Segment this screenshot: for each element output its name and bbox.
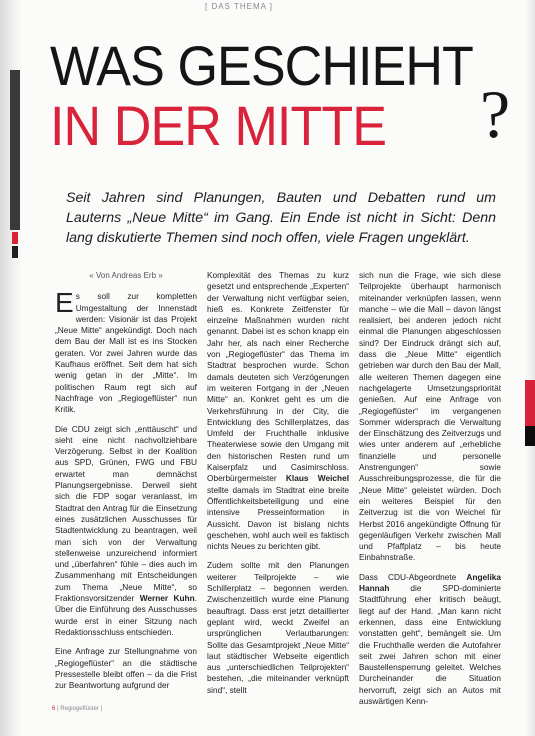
- paragraph: Eine Anfrage zur Stellungnahme von „Regiogeflüster“ an die städtische Pressestelle bleibt offen – da die Frist zur Beantwortung aufgrund der: [55, 646, 197, 691]
- article-column-2: [207, 270, 349, 704]
- paragraph: sich nun die Frage, wie sich diese Teilprojekte überhaupt harmonisch miteinander verknüpfen lassen, wenn manche – wie die Mall – davon längst realisiert, bei anderen jedoch nicht einmal die Planungen abgeschlossen sind? Der Eindruck drängt sich auf, dass die „Neue Mitte“ eigentlich getrieben war durch den Bau der Mall, alle weiteren Themen dagegen eine nachgelagerte Umsetzungspriorität genießen. Auf eine Anfrage von „Regiogeflüster“ im vergangenen Sommer widersprach die Verwaltung der Einschätzung des Zeitverzugs und wies unter anderem auf „erhebliche finanzielle und personelle Anstrengungen“ sowie Ausschreibungsprozesse, die für die „Neue Mitte“ geleistet würden. Doch ein weiteres Beispiel für den Zeitverzug ist die von Weichel für Herbst 2016 angekündigte Öffnung für gegenläufigen Verkehr zwischen Mall und Pfaffplatz – bis heute Einbahnstraße.: [359, 270, 501, 563]
- person-name: Angelika Hannah: [359, 571, 501, 594]
- headline-line-1: WAS GESCHIEHT: [50, 34, 473, 97]
- paragraph: Es soll zur kompletten Umgestaltung der Innenstadt werden: Visionär ist das Projekt „Neue Mitte“ angekündigt. Doch nach dem Bau der Mall ist es ins Stocken geraten. Vor zwei Jahren wurde das Kaufhaus eröffnet. Seit dem hat sich wenig getan in der „Mitte“. Im politischen Raum regt sich auf Nachfrage von „Regiogeflüster“ nun Kritik.: [55, 287, 197, 415]
- paragraph: Zudem sollte mit den Planungen weiterer Teilprojekte – wie Schillerplatz – begonnen werden. Zwischenzeitlich wurde eine Planung beauftragt. Dass erst jetzt detaillierter geplant wird, weckt Zweifel an ursprünglichen Verlautbarungen: Sollte das Gesamtprojekt „Neue Mitte“ laut städtischer Webseite eigentlich aus „unterschiedlichen Teilprojekten“ bestehen, „die miteinander verknüpft sind“, stellt: [207, 560, 349, 695]
- right-edge-shadow: [525, 0, 535, 736]
- paragraph: Dass CDU-Abgeordnete Angelika Hannah die SPD-dominierte Stadtführung eher kritisch beäugt, liegt auf der Hand. „Man kann nicht erkennen, dass eine Entwicklung vonstatten geht“, bemängelt sie. Um die Fruchthalle werden die Autofahrer seit zwei Jahren schon mit einer Baustellensperrung geleitet. Welches Durcheinander die Situation hervorruft, zeigt sich an Autos mit auswärtigen Kenn-: [359, 571, 501, 706]
- left-edge-red-mark: [12, 232, 18, 244]
- right-edge-black-tab: [525, 426, 535, 446]
- paragraph: Komplexität des Themas zu kurz gesetzt und entsprechende „Experten“ der Verwaltung nicht verfügbar seien, hieß es. Konkrete Zeitfenster für einzelne Maßnahmen wurden nicht genannt. Dabei ist es schon knapp ein Jahr her, als nach einer Recherche von „Regiogeflüster“ das Thema im Stadtrat besprochen wurde. Schon damals deuteten sich Verzögerungen im weiteren Fortgang in der „Neuen Mitte“ an. Konkret geht es um die Verkehrsführung in der City, die Entwicklung des Schillerplatzes, das Umfeld der Fruchthalle inklusive Theaterwiese sowie den Umgang mit den historischen Resten rund um Kaiserpfalz und Casimirschloss. Oberbürgermeister Klaus Weichel stellte damals im Stadtrat eine breite Öffentlichkeitsbeteiligung und eine intensive Presseinformation in Aussicht. Davon ist bislang nichts geschehen, wohl auch weil es faktisch nichts Neues zu berichten gibt.: [207, 270, 349, 552]
- left-edge-dark-strip: [10, 70, 20, 230]
- article-column-1: [55, 270, 197, 699]
- headline-question-mark: ?: [480, 76, 511, 152]
- drop-cap: E: [55, 287, 74, 319]
- article-body: [55, 270, 510, 710]
- person-name: Werner Kuhn: [139, 593, 195, 604]
- left-edge-black-mark: [12, 246, 18, 258]
- lede-paragraph: Seit Jahren sind Planungen, Bauten und Debatten rund um Lauterns „Neue Mitte“ im Gang. Ein Ende ist nicht in Sicht: Denn lang diskutierte Themen sind noch offen, viele Fragen ungeklärt.: [66, 190, 496, 246]
- section-kicker: [ DAS THEMA ]: [205, 2, 273, 11]
- person-name: Klaus Weichel: [285, 473, 349, 484]
- article-column-3: [359, 270, 501, 715]
- magazine-name: | Regiogeflüster |: [57, 706, 103, 712]
- right-edge-red-tab: [525, 380, 535, 426]
- page-number: 6: [52, 706, 56, 712]
- headline: [50, 34, 510, 157]
- page-footer: [52, 706, 102, 712]
- paragraph: Die CDU zeigt sich „enttäuscht“ und sieht eine nicht nachvollziehbare Verzögerung. Selbst in der Koalition aus SPD, Grünen, FWG und FBU erwartet man demnächst Planungsergebnisse. Derweil sieht sich die FDP sogar veranlasst, im Stadtrat den Antrag für die Einsetzung eines zusätzlichen Ausschusses für Stadtentwicklung zu beantragen, weil man sich von der Verwaltung stellenweise unzureichend informiert und „überfahren“ fühle – dies auch im Zusammenhang mit Entscheidungen zum Thema „Neue Mitte“, so Fraktionsvorsitzender Werner Kuhn. Über die Einführung des Ausschusses wurde erst in einer Sitzung nach Redaktionsschluss entschieden.: [55, 423, 197, 637]
- headline-line-2: IN DER MITTE: [50, 94, 387, 157]
- byline: « Von Andreas Erb »: [89, 271, 163, 280]
